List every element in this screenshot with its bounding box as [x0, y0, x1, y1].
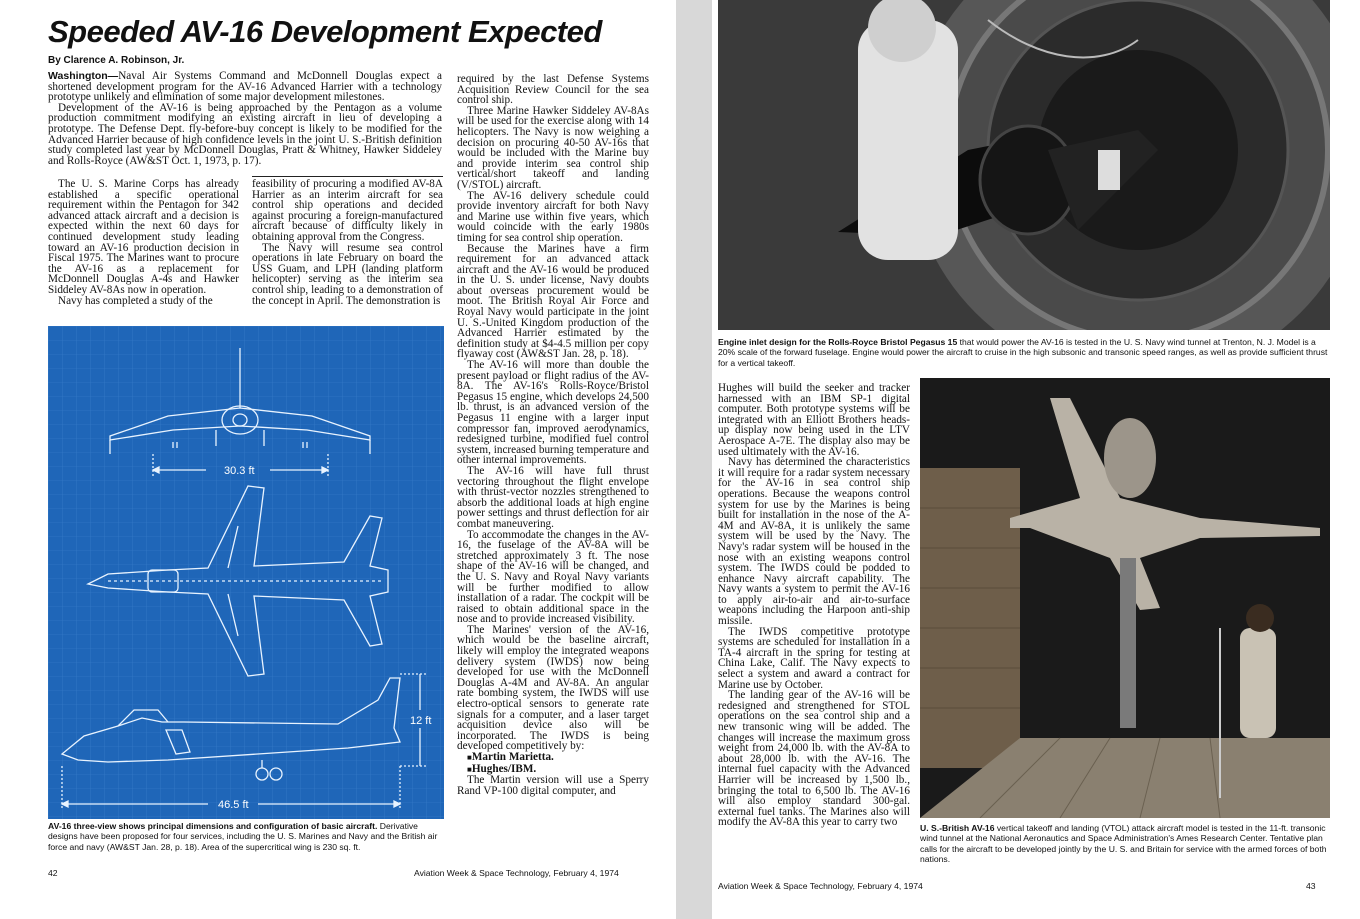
column-a-para-2: Navy has completed a study of the — [58, 294, 213, 307]
wind-tunnel-photo — [920, 378, 1330, 818]
engine-inlet-photo — [718, 0, 1330, 330]
column-b-para-2: The Navy will resume sea control operations in late February on board the USS Guam, and LPH (landing platform helicopter) serving as the interim sea control ship, leading to a demonstration of the concept in April. The demonstration is — [252, 241, 443, 307]
competitor-item: ■ Martin Marietta. — [467, 752, 649, 764]
column-c-para-2: Three Marine Hawker Siddeley AV-8As will be used for the exercise along with 14 helicopters. The Navy is now weighing a decision on procuring 40-50 AV-16s that would be included with the Marine buy and provide interim sea control ship vertical/short takeoff and landing (V/STOL) aircraft. — [457, 104, 649, 191]
wind-tunnel-svg — [920, 378, 1330, 818]
column-c — [457, 74, 649, 796]
length-label: 46.5 ft — [218, 799, 249, 811]
engine-caption-text: that would power the AV-16 is tested in the U. S. Navy wind tunnel at Trenton, N. J. Model is a 20% scale of the forward fuselage. Engine would power the aircraft to cruise in the high subsonic and transonic speed ranges, as well as provide sufficient thrust for a vertical takeoff. — [718, 337, 1328, 368]
right-column-para-4: The landing gear of the AV-16 will be redesigned and strengthened for STOL operations on the sea control ship and a new transonic wing will be added. The changes will increase the maximum gross weight from 24,000 lb. with the AV-8A to about 28,000 lb. with the AV-16. The internal fuel capacity with the Advanced Harrier will be increased by 1,500 lb., bringing the total to 6,500 lb. The AV-16 will also employ standard 300-gal. external fuel tanks. The Marines also will modify the AV-8A this year to carry two — [718, 689, 910, 829]
column-c-para-3: The AV-16 delivery schedule could provide inventory aircraft for both Navy and Marine use within five years, which would coincide with the early 1980s timing for sea control ship operation. — [457, 189, 649, 244]
column-b-para-1: feasibility of procuring a modified AV-8A Harrier as an interim aircraft for sea control ship operations and decided against procuring a foreign-manufactured aircraft because of difficulty likely in obtaining approval from the Congress. — [252, 178, 443, 243]
wind-tunnel-caption — [920, 823, 1330, 865]
lead-text: Naval Air Systems Command and McDonnell Douglas expect a shortened development program for the AV-16 Advanced Harrier with a technology prototype unlikely and elimination of some major development milestones. — [48, 70, 442, 104]
engine-caption-lead: Engine inlet design for the Rolls-Royce Bristol Pegasus 15 — [718, 337, 958, 347]
column-c-para-6: The AV-16 will have full thrust vectoring throughout the flight envelope with thrust-vector nozzles strengthened to absorb the additional loads at high engine power settings and thrust deflection for air combat maneuvering. — [457, 464, 649, 530]
headline: Speeded AV-16 Development Expected — [48, 14, 602, 49]
column-c-para-7: To accommodate the changes in the AV-16, the fuselage of the AV-8A will be stretched approximately 3 ft. The nose shape of the AV-16 will be changed, and the U. S. Navy and Royal Navy variants will be further modified to allow installation of a radar. The cockpit will be raised to obtain additional space in the nose and to provide increased visibility. — [457, 528, 649, 626]
competitor-item: ■ Hughes/IBM. — [467, 764, 649, 776]
height-label: 12 ft — [410, 715, 432, 727]
column-c-para-4: Because the Marines have a firm requirement for an advanced attack aircraft and the AV-16 would be produced in the U. S. under license, Navy doubts about overseas procurement would be moot. The British Royal Air Force and Royal Navy would participate in the joint U. S.-United Kingdom production of the Advanced Harrier estimated by the definition study at $4-4.5 million per copy flyaway cost (AW&ST Jan. 28, p. 18). — [457, 242, 649, 361]
engine-inlet-svg — [718, 0, 1330, 330]
paragraph-2: Development of the AV-16 is being approached by the Pentagon as a volume production commitment modifying an existing aircraft in lieu of developing a prototype. The Defense Dept. fly-before-buy concept is likely to be modified for the Advanced Harrier because of high confidence levels in the joint U. S.-British definition study completed last year by McDonnell Douglas, Pratt & Whitney, Hawker Siddeley and Rolls-Royce (AW&ST Oct. 1, 1973, p. 17). — [48, 101, 442, 167]
column-rule — [252, 176, 443, 177]
three-view-svg — [48, 326, 444, 819]
byline: By Clarence A. Robinson, Jr. — [48, 55, 185, 66]
column-a-para-1: The U. S. Marine Corps has already established a specific operational requirement within the Pentagon for 342 advanced attack aircraft and a decision is expected within the next 60 days for continued development study leading toward an AV-16 production decision in Fiscal 1975. The Marines want to procure the AV-16 as a replacement for McDonnell Douglas A-4s and Hawker Siddeley AV-8As now in operation. — [48, 178, 239, 296]
footer-right: Aviation Week & Space Technology, February 4, 1974 — [718, 881, 923, 891]
left-page — [0, 0, 676, 919]
page-gutter — [676, 0, 712, 919]
drawing-caption — [48, 821, 444, 852]
engine-photo-caption — [718, 337, 1330, 368]
page-number-left: 42 — [48, 868, 58, 878]
three-view-drawing — [48, 326, 444, 819]
column-a — [48, 179, 239, 306]
drawing-caption-text: Derivative designs have been proposed for four services, including the U. S. Marines and Navy and the British air force and navy (AW&ST Jan. 28, p. 18). Area of the supercritical wing is 230 sq. ft. — [48, 821, 438, 852]
column-c-para-8: The Marines' version of the AV-16, which would be the baseline aircraft, likely will employ the integrated weapons delivery system (IWDS) now being developed for use with the McDonnell Douglas A-4M and AV-8A. An angular rate bombing system, the IWDS will use electro-optical sensors to generate rate signals for a computer, and a laser target acquisition device also will be incorporated. The IWDS is being developed competitively by: — [457, 623, 649, 753]
right-column-para-1: Hughes will build the seeker and tracker harnessed with an IBM SP-1 digital computer. Both prototype systems will be integrated with an Elliott Brothers heads-up display now being used in the LTV Aerospace A-7E. The display also may be used ultimately with the AV-16. — [718, 382, 910, 458]
column-c-para-5: The AV-16 will more than double the present payload or flight radius of the AV-8A. The AV-16's Rolls-Royce/Bristol Pegasus 15 engine, which develops 24,500 lb. thrust, is an advanced version of the Pegasus 11 engine with a larger input compressor fan, improved aerodynamics, redesigned turbine, modified fuel control system, increased burning temperature and other internal improvements. — [457, 359, 649, 467]
span-label: 30.3 ft — [224, 465, 255, 477]
right-column-para-3: The IWDS competitive prototype systems are scheduled for installation in a TA-4 aircraft in the spring for testing at China Lake, Calif. The Navy expects to select a system and award a contract for Marine use by October. — [718, 625, 910, 691]
column-b — [252, 179, 443, 306]
dateline: Washington— — [48, 70, 119, 82]
drawing-caption-lead: AV-16 three-view shows principal dimensions and configuration of basic aircraft. — [48, 821, 378, 831]
wind-tunnel-caption-text: vertical takeoff and landing (VTOL) attack aircraft model is tested in the 11-ft. transonic wind tunnel at the National Aeronautics and Space Administration's Ames Research Center. Tentative plan calls for the aircraft to be developed jointly by the U. S. and Britain for service with the armed forces of both nations. — [920, 823, 1327, 865]
right-column — [718, 383, 910, 828]
wind-tunnel-caption-lead: U. S.-British AV-16 — [920, 823, 995, 833]
page-number-right: 43 — [1306, 881, 1316, 891]
footer-left: Aviation Week & Space Technology, February 4, 1974 — [414, 868, 619, 878]
right-page — [712, 0, 1360, 919]
lead-block — [48, 71, 442, 166]
right-column-para-2: Navy has determined the characteristics it will require for a radar system necessary for the AV-16 in sea control ship operations. Because the weapons control system for use by the Marines is being built for installation in the nose of the A-4M and AV-8A, it is unlikely the same system will be used by the Navy. The Navy's radar system will be housed in the nose with an existing weapons control system. The IWDS could be podded to enhance Navy aircraft capability. The Navy wants a system to permit the AV-16 to apply air-to-air and air-to-surface weapons including the Harpoon anti-ship missile. — [718, 456, 910, 628]
column-c-para-1: required by the last Defense Systems Acquisition Review Council for the sea control ship. — [457, 73, 649, 107]
column-c-para-end: The Martin version will use a Sperry Rand VP-100 digital computer, and — [457, 774, 649, 797]
competitor-list — [457, 752, 649, 775]
